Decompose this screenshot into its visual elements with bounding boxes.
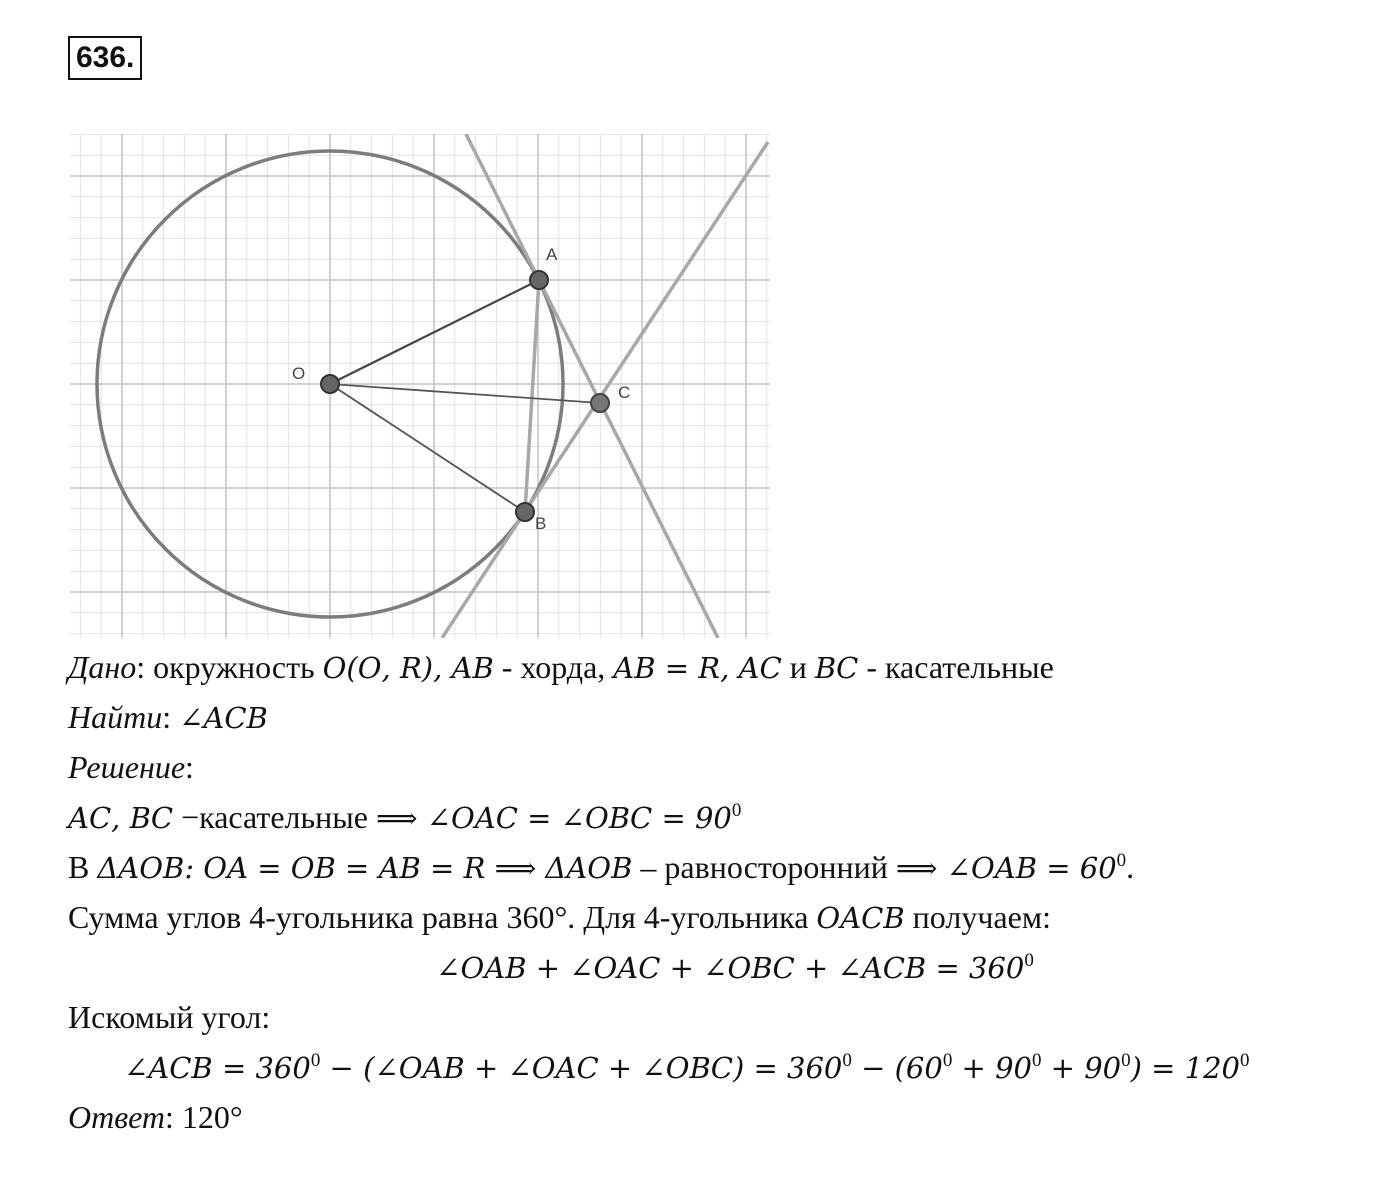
step-3: Сумма углов 4-угольника равна 360°. Для 4-угольника 𝑂𝐴𝐶𝐵 получаем: (68, 899, 1051, 935)
given-line: Дано: окружность 𝑂(𝑂, 𝑅), 𝐴𝐵 - хорда, 𝐴𝐵 = 𝑅, 𝐴𝐶 и 𝐵𝐶 - касательные (68, 649, 1054, 685)
problem-number: 636. (68, 36, 142, 80)
equation-sum: ∠𝑂𝐴𝐵 + ∠𝑂𝐴𝐶 + ∠𝑂𝐵𝐶 + ∠𝐴𝐶𝐵 = $360^0$ (436, 950, 1034, 985)
segment-OB (330, 384, 525, 512)
solution-heading: Решение: (68, 749, 194, 785)
label-O: O (292, 364, 306, 383)
chord-AB (525, 280, 539, 512)
label-A: A (546, 245, 558, 264)
point-B (516, 503, 534, 521)
find-line: Найти: ∠𝐴𝐶𝐵 (68, 699, 268, 735)
step-2: В Δ𝐴𝑂𝐵: 𝑂𝐴 = 𝑂𝐵 = 𝐴𝐵 = 𝑅 ⟹ Δ𝐴𝑂𝐵 – равносторонний ⟹ ∠𝑂𝐴𝐵 = $60^0$. (68, 849, 1135, 885)
answer-line: Ответ: 120° (68, 1099, 243, 1135)
geometry-figure (70, 134, 770, 638)
point-C (591, 394, 609, 412)
sought-line: Искомый угол: (68, 999, 271, 1035)
tangent-line-at-A (466, 134, 718, 638)
segment-OC (330, 384, 600, 403)
label-B: B (535, 514, 547, 533)
point-A (530, 271, 548, 289)
label-C: C (618, 383, 631, 402)
equation-result: ∠𝐴𝐶𝐵 = $360^0$ − (∠𝑂𝐴𝐵 + ∠𝑂𝐴𝐶 + ∠𝑂𝐵𝐶) = $360^0 - (60^0 + 90^0 + 90^0) = 120^0$ (124, 1050, 1250, 1085)
point-O (321, 375, 339, 393)
step-1: 𝐴𝐶, 𝐵𝐶 −касательные ⟹ ∠𝑂𝐴𝐶 = ∠𝑂𝐵𝐶 = $90^0$ (68, 799, 742, 835)
